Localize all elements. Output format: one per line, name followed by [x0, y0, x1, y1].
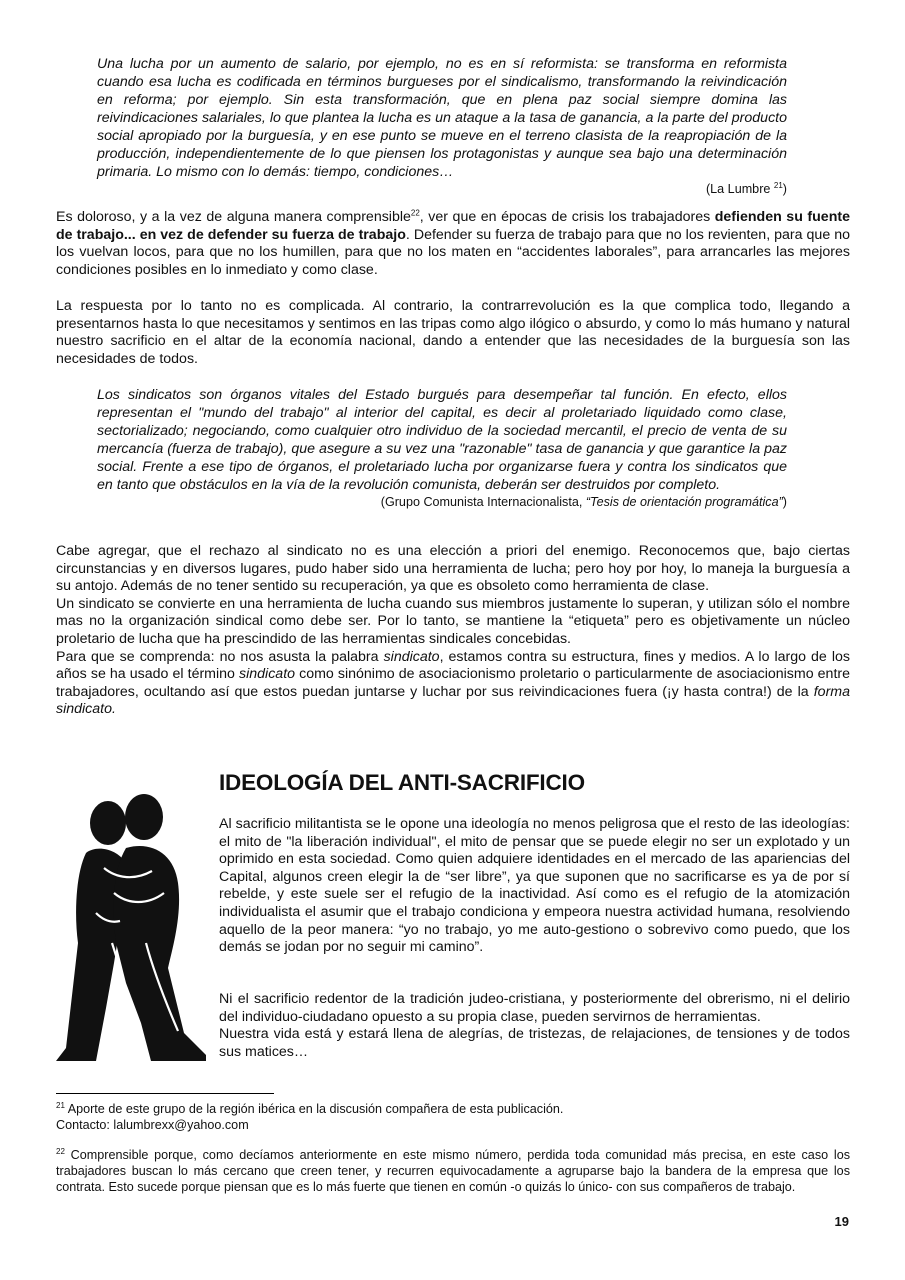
- footnote-21-line: [56, 1101, 850, 1117]
- footnote-contact[interactable]: Contacto: lalumbrexx@yahoo.com: [56, 1118, 249, 1132]
- section-paragraph-2: Ni el sacrificio redentor de la tradición judeo-cristiana, y posteriormente del obrerismo, ni el delirio del individuo-ciudadano opuesto a su propia clase, pueden servirnos de herramientas.: [219, 991, 850, 1025]
- text-italic: sindicato: [239, 666, 296, 683]
- text: , estamos contra su estructura, fines y medios. A lo largo de los años se ha usado el término: [56, 648, 850, 683]
- paragraph-1: [56, 209, 850, 279]
- quote-text: Una lucha por un aumento de salario, por ejemplo, no es en sí reformista: se transforma en reformista cuando esa lucha es codificada en términos burgueses por el sindicalismo, transformando la reivindicación en reforma; por ejemplo. Sin esta transformación, que en plena paz social siempre domina las reivindicaciones salariales, lo que plantea la lucha es un ataque a la tasa de ganancia, a la parte del producto social apropiado por la burguesía, y en ese punto se mueve en el terreno clasista de la reapropiación de la producción, independientemente de lo que piensen los protagonistas y aunque sea bajo una determinación primaria. Lo mismo con lo demás: tiempo, condiciones…: [97, 56, 787, 180]
- embracing-figures-illustration: [56, 793, 206, 1061]
- quote-text: Los sindicatos son órganos vitales del Estado burgués para desempeñar tal función. En efecto, ellos representan el "mundo del trabajo" al interior del capital, es decir al proletariado liquidado como clase, sectorializado; negociando, como cualquier otro individuo de la sociedad mercantil, el precio de venta de su mercancía (fuerza de trabajo), que asegure a su vez una "razonable" tasa de ganancia y que garantice la paz social. Frente a ese tipo de órganos, el proletariado lucha por organizarse fuera y contra los sindicatos que en tanto que obstáculos en la vía de la revolución comunista, deberán ser destruidos por completo.: [97, 387, 787, 493]
- source-close: ): [782, 182, 787, 196]
- page-number: 19: [834, 1214, 849, 1229]
- text-italic: forma sindicato.: [56, 683, 850, 718]
- footnote-ref-21[interactable]: 21: [773, 180, 783, 190]
- para1-text-b: , ver que en épocas de crisis los trabajadores: [419, 209, 715, 225]
- para1-text-a: Es doloroso, y a la vez de alguna manera comprensible: [56, 209, 411, 225]
- para1-text-c: . Defender su fuerza de trabajo para que no los revienten, para que no los vuelvan locos, para que no los humillen, para que no los maten en “accidentes laborales”, para arrancarles las mejores condiciones posibles en lo inmediato y como clase.: [56, 226, 851, 278]
- source-title: “Tesis de orientación programática”: [585, 495, 783, 509]
- footnote-22: [56, 1147, 850, 1195]
- section-paragraph-3: Nuestra vida está y estará llena de alegrías, de tristezas, de relajaciones, de tensiones y de todos sus matices…: [219, 1026, 850, 1060]
- quote-source: [97, 494, 787, 510]
- footnote-ref-22[interactable]: 22: [410, 208, 420, 218]
- paragraph-2: La respuesta por lo tanto no es complicada. Al contrario, la contrarrevolución es la que complica todo, llegando a presentarnos hasta lo que necesitamos y sentimos en las tripas como algo ilógico o absurdo, y como lo más humano y natural nuestro sacrificio en el altar de la economía nacional, dando a entender que las necesidades de la burguesía son las necesidades de todos.: [56, 298, 850, 367]
- footnote-21: [56, 1101, 850, 1133]
- para1-bold: defienden su fuente de trabajo... en vez de defender su fuerza de trabajo: [56, 209, 850, 243]
- section-paragraph-2-group: [219, 991, 850, 1061]
- section-paragraph-1: Al sacrificio militantista se le opone una ideología no menos peligrosa que el resto de las ideologías: el mito de "la liberación individual", el mito de pensar que se puede elegir no ser un explotado y un oprimido en esta sociedad. Como quien adquiere identidades en el mercado de las apariencias del Capital, algunos creen elegir la de “ser libre”, ya que suponen que no sacrificarse es ya de por sí rebelde, y este suele ser el refugio de la inactividad. Así como es el refugio de la atomización individualista el asumir que el trabajo condiciona y empeora nuestra actividad humana, resolviendo aquello de la peor manera: “yo no trabajo, yo me auto-gestiono o sobrevivo como puedo, que los demás se jodan por no seguir mi camino”.: [219, 816, 850, 956]
- text: como sinónimo de asociacionismo proletario o particularmente de asociacionismo entre trabajadores, ocultando así que estos puedan juntarse y luchar por sus reivindicaciones fuera (¡y hasta contra!) de la: [56, 666, 851, 700]
- footnote-text: Aporte de este grupo de la región ibérica en la discusión compañera de esta publicación.: [64, 1102, 564, 1116]
- section-title: IDEOLOGÍA DEL ANTI-SACRIFICIO: [219, 770, 585, 795]
- para3-line1: Cabe agregar, que el rechazo al sindicato no es una elección a priori del enemigo. Reconocemos que, bajo ciertas circunstancias y en diversos lugares, pudo haber sido una herramienta de lucha; pero hoy por hoy, lo maneja la burguesía a su antojo. Además de no tener sentido su recuperación, ya que es obsoleto como herramienta de clase.: [56, 543, 850, 595]
- footnote-number: 22: [56, 1146, 65, 1156]
- footnote-number: 21: [56, 1100, 65, 1110]
- text: Para que se comprenda: no nos asusta la palabra: [56, 648, 384, 665]
- source-label: (La Lumbre: [705, 182, 774, 196]
- source-close: ): [782, 495, 787, 509]
- para3-line2: Un sindicato se convierte en una herramienta de lucha cuando sus miembros justamente lo superan, y utilizan sólo el nombre mas no la organización sindical como debe ser. Por lo tanto, se mantiene la “etiqueta” pero es objetivamente un núcleo proletario de lucha que ha prescindido de las herramientas sindicales concebidas.: [56, 595, 850, 647]
- quote-block-1: [97, 55, 787, 197]
- source-label: (Grupo Comunista Internacionalista,: [380, 495, 586, 509]
- text-italic: sindicato: [383, 648, 440, 665]
- quote-block-2: [97, 386, 787, 510]
- footnote-text: Comprensible porque, como decíamos anteriormente en este mismo número, perdida toda comunidad más precisa, en este caso los trabajadores buscan lo más cercano que creen tener, y recurren equivocadamente a agruparse bajo la bandera de la empresa que los contrata. Esto sucede porque piensan que es lo más fuerte que tienen en común -o quizás lo único- con sus compañeros de trabajo.: [56, 1148, 850, 1194]
- para3-line3: [56, 649, 850, 719]
- paragraph-3: [56, 543, 850, 719]
- footnote-divider: [56, 1093, 274, 1094]
- quote-source: [97, 181, 787, 197]
